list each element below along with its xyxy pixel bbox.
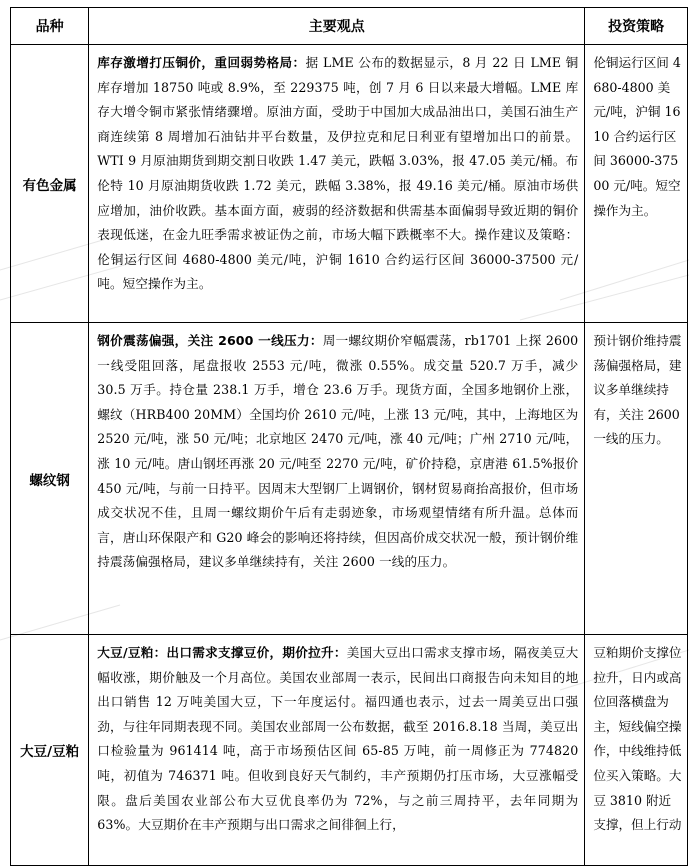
strategy-cell: [585, 323, 688, 635]
headline: 大豆/豆粕：出口需求支撑豆价，期价拉升：: [97, 645, 347, 660]
main-view-cell: [89, 45, 585, 323]
table-row-rebar: [11, 323, 688, 635]
strategy-cell: [585, 45, 688, 323]
header-category: 品种: [11, 8, 89, 45]
headline: 钢价震荡偏强，关注 2600 一线压力：: [97, 333, 323, 348]
header-row: [11, 8, 688, 45]
category-cell: 有色金属: [11, 45, 89, 323]
body-text: 周一螺纹期价窄幅震荡，rb1701 上探 2600 一线受阻回落，尾盘报收 2553 元/吨，微涨 0.55%。成交量 520.7 万手，减少 30.5 万手。持仓量 238.1 万手，增仓 23.6 万手。现货方面，全国多地钢价上涨，螺纹（HRB400 20MM）全国均价 2610 元/吨，上涨 13 元/吨，其中，上海地区为 2520 元/吨，涨 50 元/吨；北京地区 2470 元/吨，涨 40 元/吨；广州 2710 元/吨，涨 10 元/吨。唐山钢坯再涨 20 元/吨至 2270 元/吨，矿价持稳，京唐港 61.5%报价 450 元/吨，与前一日持平。因周末大型钢厂上调钢价，钢材贸易商抬高报价，但市场成交状况不佳，且周一螺纹期价午后有走弱迹象，市场观望情绪有所升温。总体而言，唐山环保限产和 G20 峰会的影响还将持续，但因高价成交状况一般，预计钢价维持震荡偏强格局，建议多单继续持有，关注 2600 一线的压力。: [97, 333, 579, 570]
strategy-table: [10, 7, 688, 866]
strategy-text: 伦铜运行区间 4680-4800 美元/吨，沪铜 1610 合约运行区间 36000-37500 元/吨。短空操作为主。: [593, 55, 681, 218]
strategy-cell: [585, 635, 688, 866]
headline: 库存激增打压铜价，重回弱势格局：: [97, 55, 306, 70]
header-main-views: 主要观点: [89, 8, 585, 45]
table-row-nonferrous: [11, 45, 688, 323]
category-cell: 大豆/豆粕: [11, 635, 89, 866]
strategy-text: 豆粕期价支撑位拉升，日内或高位回落横盘为主，短线偏空操作，中线维持低位买入策略。大豆 3810 附近支撑，但上行动: [593, 645, 682, 833]
body-text: 美国大豆出口需求支撑市场，隔夜美豆大幅收涨，期价触及一个月高位。美国农业部周一表示，民间出口商报告向未知目的地出口销售 12 万吨美国大豆，下一年度运付。福四通也表示，过去一周美豆出口强劲，与往年同期表现不同。美国农业部周一公布数据，截至 2016.8.18 当周，美豆出口检验量为 961414 吨，高于市场预估区间 65-85 万吨，前一周修正为 774820 吨，初值为 746371 吨。但收到良好天气制约，丰产预期仍打压市场，大豆涨幅受限。盘后美国农业部公布大豆优良率仍为 72%，与之前三周持平，去年同期为 63%。大豆期价在丰产预期与出口需求之间徘徊上行，: [97, 645, 579, 833]
body-text: 据 LME 公布的数据显示，8 月 22 日 LME 铜库存增加 18750 吨或 8.9%，至 229375 吨，创 7 月 6 日以来最大增幅。LME 库存大增令铜市紧张情绪骤增。原油方面，受助于中国加大成品油出口，美国石油生产商连续第 8 周增加石油钻井平台数量，及伊拉克和尼日利亚有望增加出口的前景。WTI 9 月原油期货到期交割日收跌 1.47 美元，跌幅 3.03%，报 47.05 美元/桶。布伦特 10 月原油期货收跌 1.72 美元，跌幅 3.38%，报 49.16 美元/桶。原油市场供应增加，油价收跌。基本面方面，疲弱的经济数据和供需基本面偏弱导致近期的铜价表现低迷，在金九旺季需求被证伪之前，市场大幅下跌概率不大。操作建议及策略：伦铜运行区间 4680-4800 美元/吨，沪铜 1610 合约运行区间 36000-37500 元/吨。短空操作为主。: [97, 55, 579, 292]
main-view-cell: [89, 323, 585, 635]
category-cell: 螺纹钢: [11, 323, 89, 635]
table-row-soybean: [11, 635, 688, 866]
strategy-text: 预计钢价维持震荡偏强格局，建议多单继续持有，关注 2600 一线的压力。: [593, 333, 682, 447]
main-view-cell: [89, 635, 585, 866]
header-strategy: 投资策略: [585, 8, 688, 45]
